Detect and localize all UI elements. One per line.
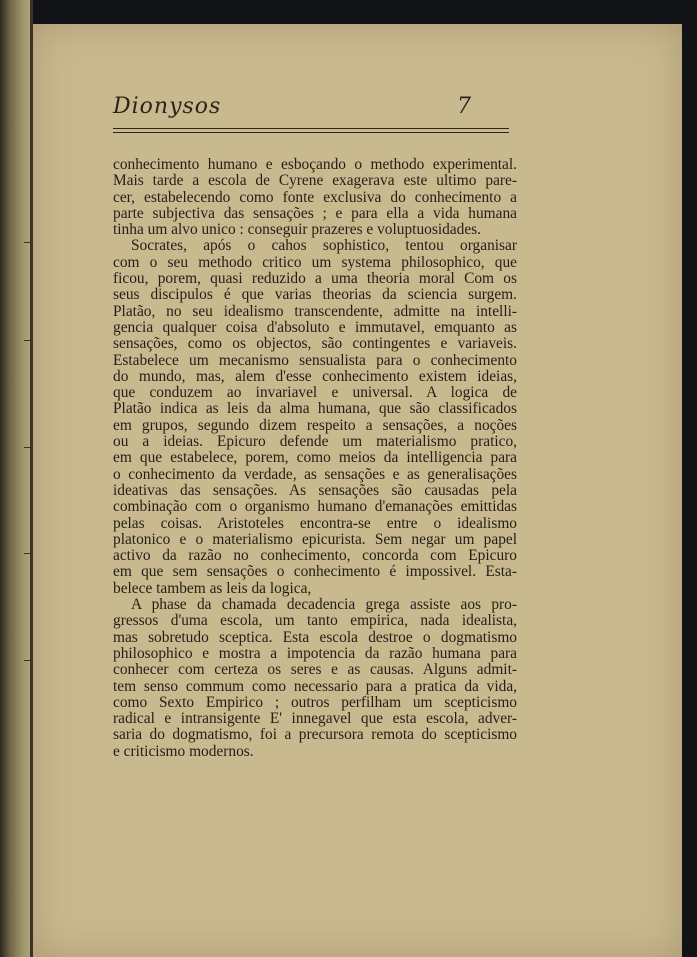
text-line: activo da razão no conhecimento, concorda com Epicuro (113, 547, 517, 565)
text-line: parte subjectiva das sensações ; e para ella a vida humana (113, 204, 517, 222)
page-number: 7 (457, 94, 471, 119)
text-line: platonico e o materialismo epicurista. Sem negar um papel (113, 530, 517, 548)
text-line: sensações, como os objectos, são contingentes e variaveis. (113, 335, 517, 353)
text-line: seus discipulos é que varias theorias da sciencia surgem. (113, 286, 517, 304)
text-line: como Sexto Empirico ; outros perfilham um scepticismo (113, 693, 517, 711)
text-line: cer, estabelecendo como fonte exclusiva do conhecimento a (113, 188, 517, 206)
running-title: Dionysos (113, 94, 222, 119)
text-line: Mais tarde a escola de Cyrene exagerava este ultimo pare- (113, 172, 517, 190)
text-line: em que sem sensações o conhecimento é impossivel. Esta- (113, 563, 517, 581)
text-line: radical e intransigente E' innegavel que esta escola, adver- (113, 710, 517, 728)
book-page (33, 24, 682, 957)
text-line: Socrates, após o cahos sophistico, tentou organisar (131, 237, 517, 255)
text-line: o conhecimento da verdade, as sensações e as generalisações (113, 465, 517, 483)
book-spine (0, 0, 32, 957)
text-line: e criticismo modernos. (113, 742, 254, 760)
text-line: gencia qualquer coisa d'absoluto e immutavel, emquanto as (113, 318, 517, 336)
text-line: ou a ideias. Epicuro defende um materialismo pratico, (113, 433, 517, 451)
text-line: Platão, no seu idealismo transcendente, admitte na intelli- (113, 302, 517, 320)
running-header (113, 94, 509, 130)
text-line: com o seu methodo critico um systema philosophico, que (113, 253, 517, 271)
text-line: que conduzem ao invariavel e universal. A logica de (113, 384, 517, 402)
text-line: A phase da chamada decadencia grega assiste aos pro- (131, 596, 517, 614)
text-line: mas sobretudo sceptica. Esta escola destroe o dogmatismo (113, 628, 517, 646)
text-line: saria do dogmatismo, foi a precursora remota do scepticismo (113, 726, 517, 744)
text-line: tem senso commum como necessario para a pratica da vida, (113, 677, 517, 695)
text-line: tinha um alvo unico : conseguir prazeres e voluptuosidades. (113, 221, 481, 239)
text-line: gressos d'uma escola, um tanto empirica, nada idealista, (113, 612, 517, 630)
text-line: Platão indica as leis da alma humana, que são classificados (113, 400, 517, 418)
text-line: ideativas das sensações. As sensações são causadas pela (113, 481, 517, 499)
text-line: Estabelece um mecanismo sensualista para o conhecimento (113, 351, 517, 369)
body-text (113, 157, 517, 760)
header-rule (113, 128, 509, 133)
text-line: philosophico e mostra a impotencia da razão humana para (113, 644, 517, 662)
text-line: em que estabelece, porem, como meios da intelligencia para (113, 449, 517, 467)
text-line: do mundo, mas, alem d'esse conhecimento existem ideias, (113, 367, 517, 385)
text-line: ficou, porem, quasi reduzido a uma theoria moral Com os (113, 270, 517, 288)
text-line: belece tambem as leis da logica, (113, 579, 312, 597)
text-line: em grupos, segundo dizem respeito a sensações, a noções (113, 416, 517, 434)
text-line: combinação com o organismo humano d'emanações emittidas (113, 498, 517, 516)
text-line: conhecimento humano e esboçando o methodo experimental. (113, 156, 517, 173)
text-line: pelas coisas. Aristoteles encontra-se entre o idealismo (113, 514, 517, 532)
text-line: conhecer com certeza os seres e as causas. Alguns admit- (113, 661, 517, 679)
